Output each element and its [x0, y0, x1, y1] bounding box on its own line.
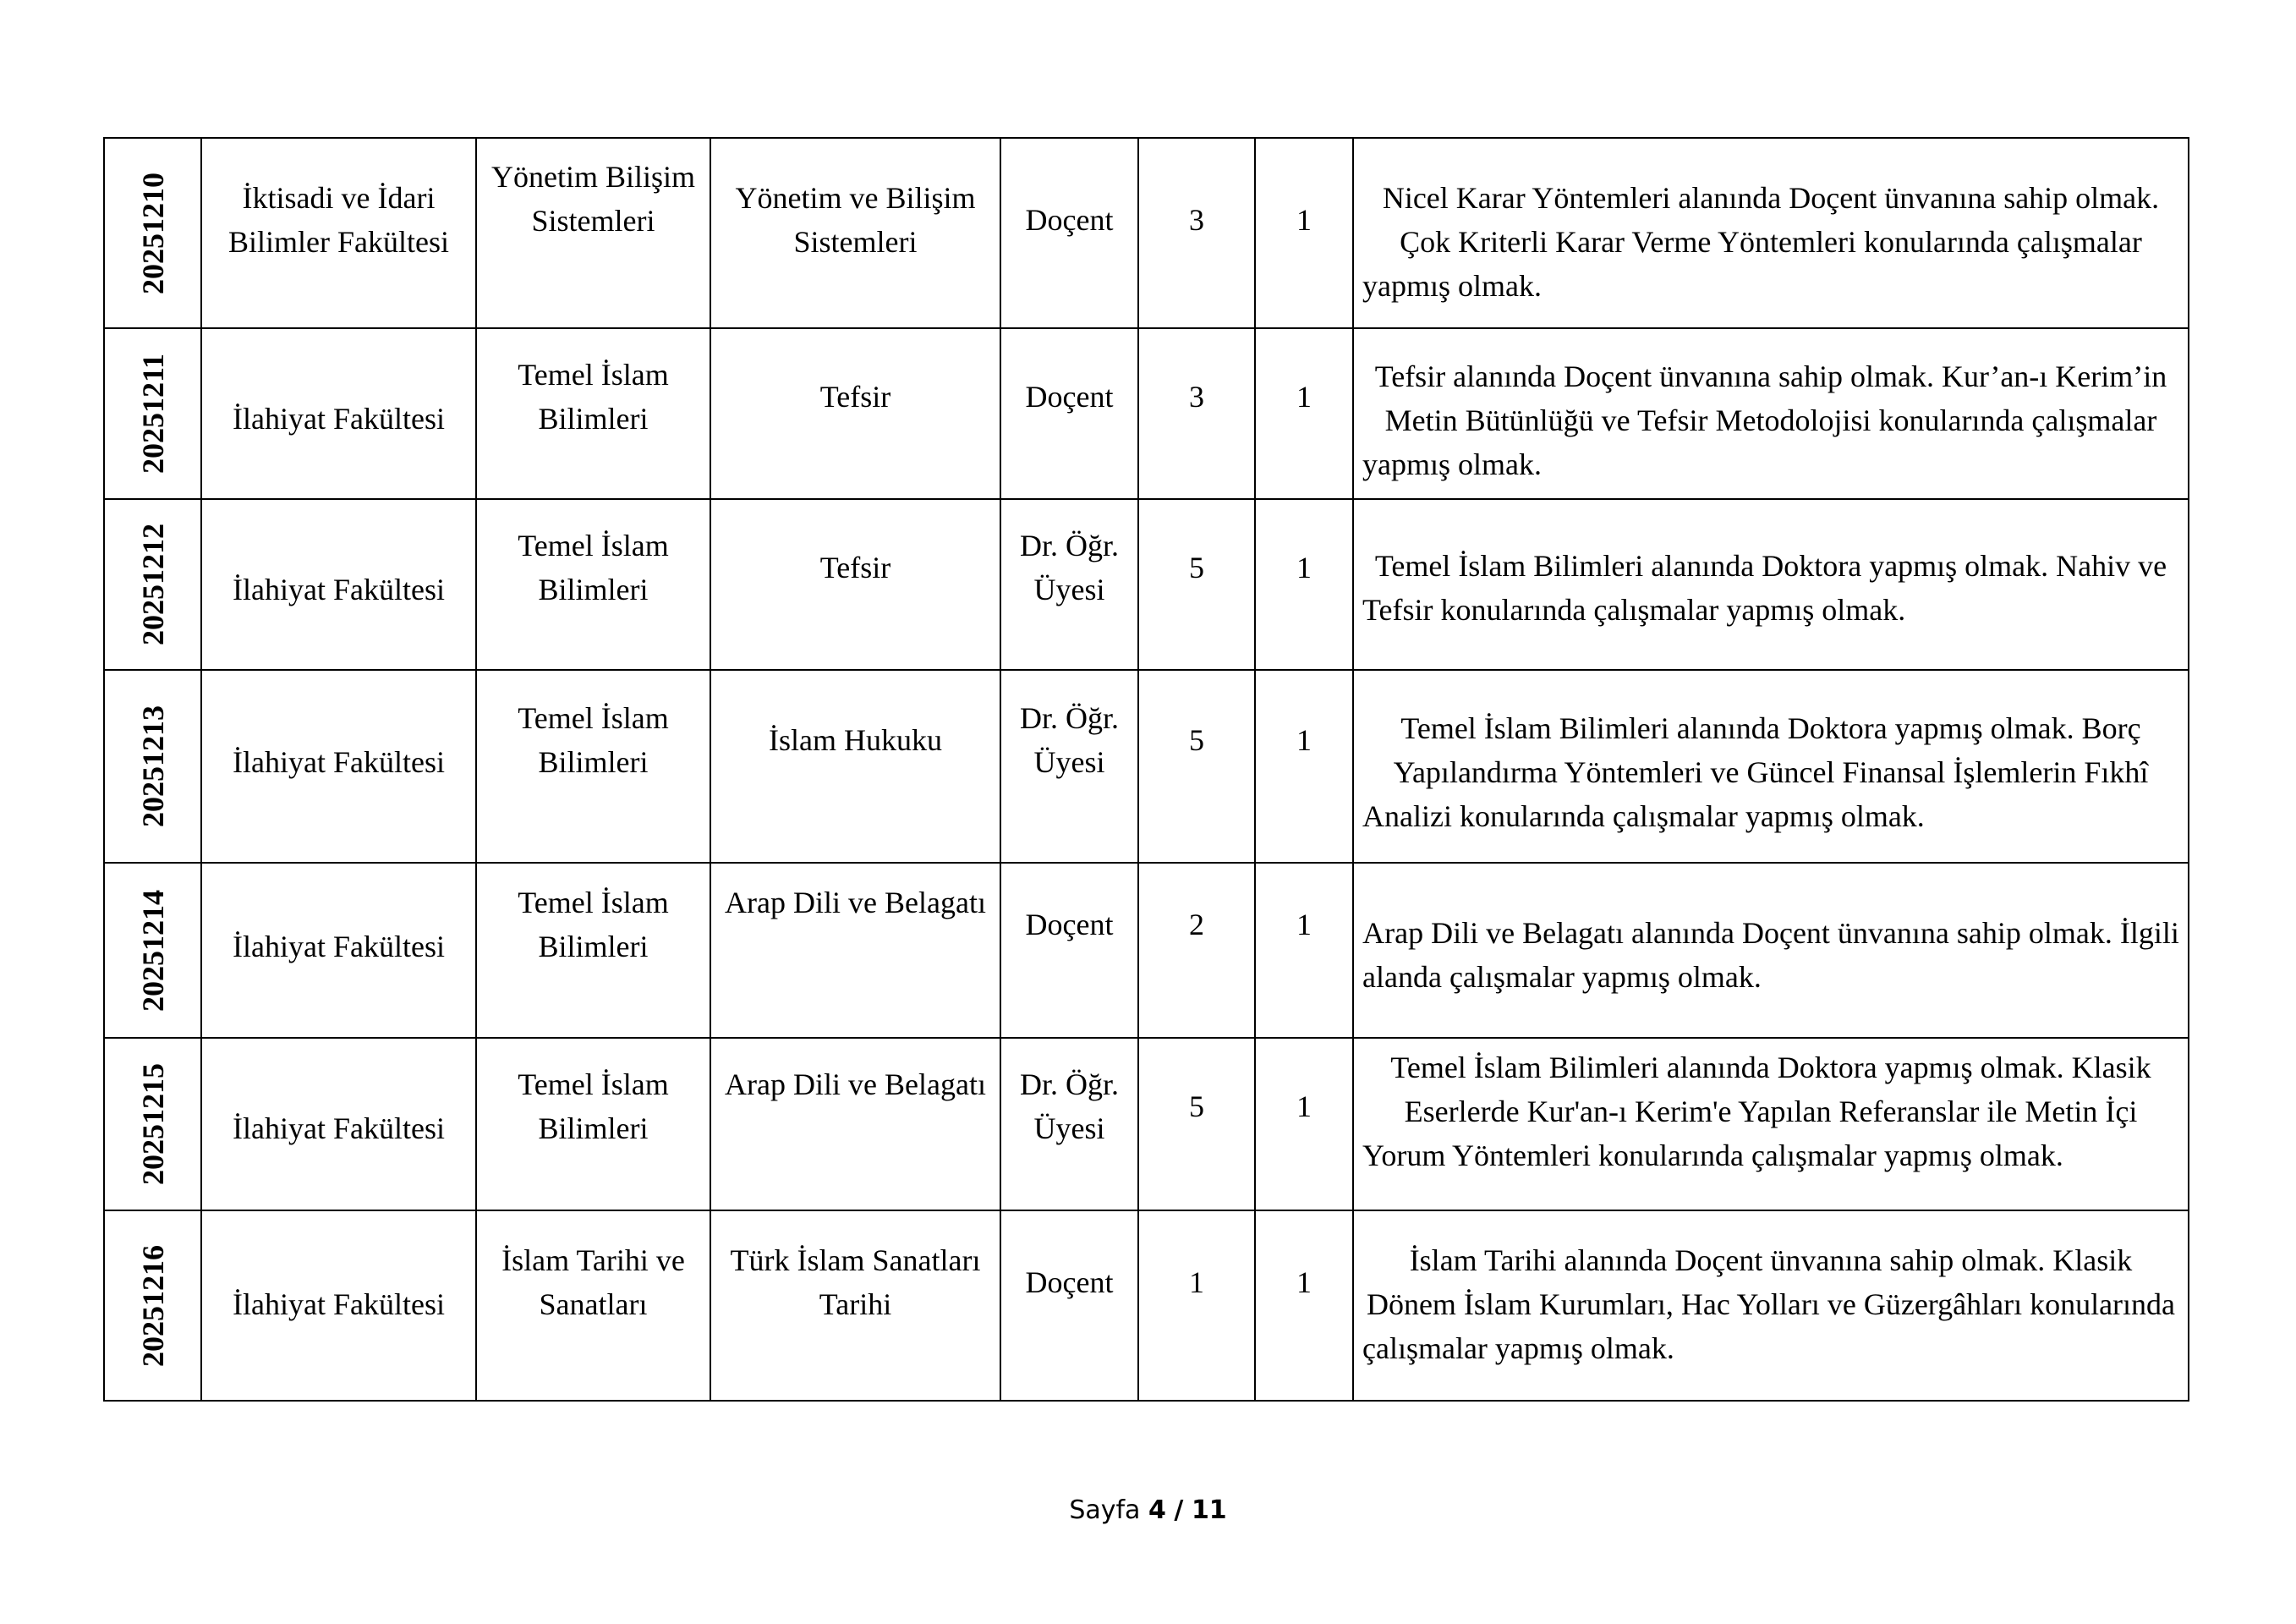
- staff-count-cell: 1: [1255, 863, 1353, 1038]
- position-code-cell: [104, 1210, 201, 1401]
- requirements-cell: Temel İslam Bilimleri alanında Doktora yapmış olmak. Nahiv ve Tefsir konularında çalışmalar yapmış olmak.: [1353, 499, 2189, 670]
- academic-title-cell: Doçent: [1000, 1210, 1138, 1401]
- position-code-cell: [104, 138, 201, 328]
- academic-title-cell: Dr. Öğr. Üyesi: [1000, 1038, 1138, 1210]
- staff-count-cell: 1: [1255, 670, 1353, 863]
- degree-cell: 3: [1138, 138, 1255, 328]
- department-cell: İslam Tarihi ve Sanatları: [476, 1210, 710, 1401]
- program-cell: Arap Dili ve Belagatı: [710, 863, 1000, 1038]
- position-code: 20251215: [135, 1063, 170, 1185]
- position-code-cell: [104, 1038, 201, 1210]
- faculty-cell: İlahiyat Fakültesi: [201, 328, 476, 499]
- position-code-cell: [104, 499, 201, 670]
- department-cell: Temel İslam Bilimleri: [476, 328, 710, 499]
- requirements-cell: Temel İslam Bilimleri alanında Doktora yapmış olmak. Borç Yapılandırma Yöntemleri ve Güncel Finansal İşlemlerin Fıkhî Analizi konularında çalışmalar yapmış olmak.: [1353, 670, 2189, 863]
- position-listing-table: [103, 137, 2189, 1402]
- department-cell: Temel İslam Bilimleri: [476, 1038, 710, 1210]
- academic-title-cell: Doçent: [1000, 863, 1138, 1038]
- staff-count-cell: 1: [1255, 1210, 1353, 1401]
- staff-count-cell: 1: [1255, 499, 1353, 670]
- page-separator: /: [1174, 1495, 1184, 1525]
- program-cell: İslam Hukuku: [710, 670, 1000, 863]
- faculty-cell: İktisadi ve İdari Bilimler Fakültesi: [201, 138, 476, 328]
- total-pages: 11: [1191, 1495, 1227, 1525]
- faculty-cell: İlahiyat Fakültesi: [201, 670, 476, 863]
- position-code: 20251214: [135, 889, 170, 1012]
- position-code-cell: [104, 670, 201, 863]
- program-cell: Türk İslam Sanatları Tarihi: [710, 1210, 1000, 1401]
- table-row: [104, 499, 2189, 670]
- faculty-cell: İlahiyat Fakültesi: [201, 1038, 476, 1210]
- table-row: [104, 1210, 2189, 1401]
- page-label: Sayfa: [1069, 1495, 1141, 1525]
- degree-cell: 5: [1138, 1038, 1255, 1210]
- position-code-cell: [104, 863, 201, 1038]
- staff-count-cell: 1: [1255, 138, 1353, 328]
- staff-count-cell: 1: [1255, 328, 1353, 499]
- degree-cell: 1: [1138, 1210, 1255, 1401]
- requirements-cell: Arap Dili ve Belagatı alanında Doçent ünvanına sahip olmak. İlgili alanda çalışmalar yapmış olmak.: [1353, 863, 2189, 1038]
- page-number: [0, 1495, 2296, 1525]
- staff-count-cell: 1: [1255, 1038, 1353, 1210]
- position-code-cell: [104, 328, 201, 499]
- table-row: [104, 1038, 2189, 1210]
- position-code: 20251213: [135, 705, 170, 827]
- academic-title-cell: Dr. Öğr. Üyesi: [1000, 499, 1138, 670]
- table-row: [104, 863, 2189, 1038]
- requirements-cell: Nicel Karar Yöntemleri alanında Doçent ünvanına sahip olmak. Çok Kriterli Karar Verme Yöntemleri konularında çalışmalar yapmış olmak.: [1353, 138, 2189, 328]
- department-cell: Temel İslam Bilimleri: [476, 499, 710, 670]
- table-row: [104, 138, 2189, 328]
- department-cell: Temel İslam Bilimleri: [476, 863, 710, 1038]
- degree-cell: 3: [1138, 328, 1255, 499]
- academic-title-cell: Dr. Öğr. Üyesi: [1000, 670, 1138, 863]
- degree-cell: 5: [1138, 499, 1255, 670]
- department-cell: Temel İslam Bilimleri: [476, 670, 710, 863]
- position-code: 20251211: [135, 353, 170, 475]
- program-cell: Arap Dili ve Belagatı: [710, 1038, 1000, 1210]
- position-code: 20251210: [135, 172, 170, 294]
- academic-title-cell: Doçent: [1000, 328, 1138, 499]
- department-cell: Yönetim Bilişim Sistemleri: [476, 138, 710, 328]
- table-row: [104, 328, 2189, 499]
- table-row: [104, 670, 2189, 863]
- current-page: 4: [1148, 1495, 1166, 1525]
- position-code: 20251216: [135, 1244, 170, 1367]
- academic-title-cell: Doçent: [1000, 138, 1138, 328]
- faculty-cell: İlahiyat Fakültesi: [201, 1210, 476, 1401]
- program-cell: Tefsir: [710, 328, 1000, 499]
- degree-cell: 5: [1138, 670, 1255, 863]
- position-code: 20251212: [135, 524, 170, 645]
- faculty-cell: İlahiyat Fakültesi: [201, 863, 476, 1038]
- faculty-cell: İlahiyat Fakültesi: [201, 499, 476, 670]
- requirements-cell: Tefsir alanında Doçent ünvanına sahip olmak. Kur’an-ı Kerim’in Metin Bütünlüğü ve Tefsir Metodolojisi konularında çalışmalar yapmış olmak.: [1353, 328, 2189, 499]
- requirements-cell: Temel İslam Bilimleri alanında Doktora yapmış olmak. Klasik Eserlerde Kur'an-ı Kerim'e Yapılan Referanslar ile Metin İçi Yorum Yöntemleri konularında çalışmalar yapmış olmak.: [1353, 1038, 2189, 1210]
- requirements-cell: İslam Tarihi alanında Doçent ünvanına sahip olmak. Klasik Dönem İslam Kurumları, Hac Yolları ve Güzergâhları konularında çalışmalar yapmış olmak.: [1353, 1210, 2189, 1401]
- program-cell: Yönetim ve Bilişim Sistemleri: [710, 138, 1000, 328]
- program-cell: Tefsir: [710, 499, 1000, 670]
- degree-cell: 2: [1138, 863, 1255, 1038]
